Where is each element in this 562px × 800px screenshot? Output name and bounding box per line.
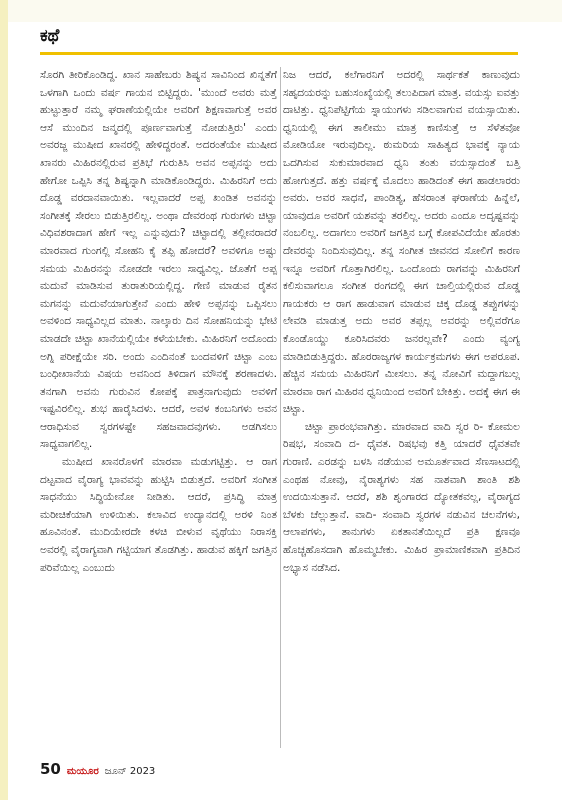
section-title: ಕಥೆ [40, 26, 60, 46]
page-footer [40, 760, 155, 778]
column-divider [280, 67, 281, 748]
right-paragraph-2: ಚಿಟ್ಟಾ ಪ್ರಾರಂಭವಾಗಿತ್ತು. ಮಾರವಾದ ವಾದಿ ಸ್ವರ ರಿ- ಕೋಮಲ ರಿಷಭ, ಸಂವಾದಿ ದ- ಧೈವತ. ರಿಷಭವು ಕತ್ತಿ ಯಾದರೆ ಧೈವತವೇ ಗುರಾಣಿ. ಎರಡನ್ನು ಬಳಸಿ ನಡೆಯುವ ಅಮೂರ್ತವಾದ ಸೆಣಸಾಟದಲ್ಲಿ ಎಂಥಹ ನೋವು, ನೈರಾಶ್ಯಗಳು ಸಹ ನಾಶವಾಗಿ ಶಾಂತಿ ಶಶಿ ಉದಯಿಸುತ್ತಾನೆ. ಆದರೆ, ಶಶಿ ಶೃಂಗಾರದ ದ್ಯೋತಕವಲ್ಲ, ವೈರಾಗ್ಯದ ಬೆಳಕು ಚೆಲ್ಲುತ್ತಾನೆ. ವಾದಿ- ಸಂವಾದಿ ಸ್ವರಗಳ ನಡುವಿನ ಚಲನೆಗಳು, ಆಲಾಪಗಳು, ತಾನುಗಳು ಏಕತಾನತೆಯಿಲ್ಲದೆ ಪ್ರತಿ ಕ್ಷಣವೂ ಹೊಚ್ಚಹೊಸದಾಗಿ ಹೊಮ್ಮಬೇಕು. ಮಿಹಿರ ಪ್ರಾಮಾಣಿಕವಾಗಿ ಪ್ರತಿದಿನ ಅಭ್ಯಾಸ ನಡೆಸಿದ. [283, 420, 520, 574]
right-paragraph-1: ನಿಜ ಆದರೆ, ಕಲೆಗಾರನಿಗೆ ಅದರಲ್ಲಿ ಸಾರ್ಥಕತೆ ಕಾಣುವುದು ಸಹೃದಯರನ್ನು ಬಹುಸಂಖ್ಯೆಯಲ್ಲಿ ತಲುಪಿದಾಗ ಮಾತ್ರ. ವಯಸ್ಸು ಐವತ್ತು ದಾಟಿತ್ತು. ಧ್ವನಿಪೆಟ್ಟಿಗೆಯ ಸ್ನಾಯುಗಳು ಸಡಿಲವಾಗುವ ವಯಸ್ಸಾಯಿತು. ಧ್ವನಿಯಲ್ಲಿ ಈಗ ತಾಲೀಮು ಮಾತ್ರ ಕಾಣಿಸುತ್ತೆ ಆ ಸೆಳೆತವೋ ಮೋಡಿಯೋ ಇರುವುದಿಲ್ಲ. ಠುಮರಿಯ ಸಾಹಿತ್ಯದ ಭಾವಕ್ಕೆ ನ್ಯಾಯ ಒದಗಿಸುವ ಸುಕುಮಾರವಾದ ಧ್ವನಿ ತಂತು ವಯಸ್ಸಾದಂತೆ ಬತ್ತಿ ಹೋಗುತ್ತದೆ. ಹತ್ತು ವರ್ಷಕ್ಕೆ ಮೊದಲು ಹಾಡಿದಂತೆ ಈಗ ಹಾಡಲಾರರು ಅವರು. ಅವರ ಸಾಧನೆ, ಪಾಂಡಿತ್ಯ, ಹೆಸರಾಂತ ಘರಾಣೆಯ ಹಿನ್ನೆಲೆ, ಯಾವುದೂ ಅವರಿಗೆ ಯಶವನ್ನು ತರಲಿಲ್ಲ. ಅದರು ಎಂದೂ ಅದೃಷ್ಟವನ್ನು ನಂಬಲಿಲ್ಲ. ಅದಾಗಲು ಅವರಿಗೆ ಜಗತ್ತಿನ ಬಗ್ಗೆ ಕೋಪವಿದೆಯೇ ಹೊರತು ದೇವರನ್ನು ನಿಂದಿಸುವುದಿಲ್ಲ. ತನ್ನ ಸಂಗೀತ ಜೀವನದ ಸೋಲಿಗೆ ಕಾರಣ ಇನ್ನೂ ಅವರಿಗೆ ಗೊತ್ತಾಗಿರಲಿಲ್ಲ. ಒಂದೊಂದು ರಾಗವನ್ನು ಮಿಹಿರನಿಗೆ ಕಲಿಸುವಾಗಲೂ ಸಂಗೀತ ರಂಗದಲ್ಲಿ ಈಗ ಚಾಲ್ತಿಯಲ್ಲಿರುವ ದೊಡ್ಡ ಗಾಯಕರು ಆ ರಾಗ ಹಾಡುವಾಗ ಮಾಡುವ ಚಿಕ್ಕ ದೊಡ್ಡ ತಪ್ಪುಗಳನ್ನು ಲೇವಡಿ ಮಾಡುತ್ತ ಅದು ಅವರ ತಪ್ಪಲ್ಲ ಅವರನ್ನು ಅಲ್ಲಿವರೆಗೂ ಕೊಂಡೊಯ್ದು ಕೂರಿಸಿದವರು ಜನರಲ್ಲವೇ? ಎಂದು ವ್ಯಂಗ್ಯ ಮಾಡಿಬಿಡುತ್ತಿದ್ದರು. ಹೊರರಾಜ್ಯಗಳ ಕಾರ್ಯಕ್ರಮಗಳು ಈಗ ಅಪರೂಪ. ಹೆಚ್ಚಿನ ಸಮಯ ಮಿಹಿರನಿಗೆ ಮೀಸಲು. ತನ್ನ ನೋವಿಗೆ ಮದ್ದಾಗಬಲ್ಲ ಮಾರವಾ ರಾಗ ಮಿಹಿರನ ಧ್ವನಿಯಿಂದ ಅವರಿಗೆ ಬೇಕಿತ್ತು. ಅದಕ್ಕೆ ಈಗ ಈ ಚಿಟ್ಟಾ. [283, 69, 521, 416]
left-paragraph-2: ಮುಷೀದ ಖಾನರೊಳಗೆ ಮಾರವಾ ಮಡುಗಟ್ಟಿತ್ತು. ಆ ರಾಗ ದಟ್ಟವಾದ ವೈರಾಗ್ಯ ಭಾವವನ್ನು ಹುಟ್ಟಿಸಿ ಬಿಡುತ್ತದೆ. ಅವರಿಗೆ ಸಂಗೀತ ಸಾಧನೆಯು ಸಿದ್ಧಿಯೇನೋ ನೀಡಿತು. ಆದರೆ, ಪ್ರಸಿದ್ಧಿ ಮಾತ್ರ ಮರೀಚಿಕೆಯಾಗಿ ಉಳಿಯಿತು. ಕಲಾವಿದ ಉದ್ಯಾನದಲ್ಲಿ ಅರಳಿ ನಿಂತ ಹೂವಿನಂತೆ. ಮುದಿಯೇರದೇ ಕಳಚಿ ಬೀಳುವ ವೃಥೆಯು ನಿರಾಸಕ್ತಿ ಅವರಲ್ಲಿ ವೈರಾಗ್ಯವಾಗಿ ಗಟ್ಟಿಯಾಗ ತೊಡಗಿತ್ತು. ಹಾಡುವ ಹಕ್ಕಿಗೆ ಜಗತ್ತಿನ ಪರಿವೆಯಿಲ್ಲ ಎಂಬುದು [40, 456, 277, 574]
binding-strip [0, 0, 8, 800]
page-number: 50 [40, 760, 61, 778]
right-column [283, 67, 520, 577]
header-band [8, 0, 562, 22]
section-rule [40, 52, 518, 55]
issue-date: ಜೂನ್ 2023 [104, 766, 156, 777]
left-column [40, 67, 277, 577]
left-paragraph-1: ಸೊರಗಿ ತೀರಿಕೊಂಡಿದ್ದ. ಖಾನ ಸಾಹೇಬರು ಶಿಷ್ಯನ ಸಾವಿನಿಂದ ಖಿನ್ನತೆಗೆ ಒಳಗಾಗಿ ಒಂದು ವರ್ಷ ಗಾಯನ ಬಿಟ್ಟಿದ್ದರು. 'ಮುಂದೆ ಅವರು ಮತ್ತೆ ಹುಟ್ಟುತ್ತಾರೆ ನಮ್ಮ ಘರಾಣೆಯಲ್ಲಿಯೇ ಅವರಿಗೆ ಶಿಕ್ಷಣವಾಗುತ್ತೆ ಅವರ ಆಸೆ ಮುಂದಿನ ಜನ್ಮದಲ್ಲಿ ಪೂರ್ಣವಾಗುತ್ತೆ ನೋಡುತ್ತಿರು' ಎಂದು ಅವರಜ್ಜ ಮುಷೀದ ಖಾನರಲ್ಲಿ ಹೇಳಿದ್ದರಂತೆ. ಅದರಂತೆಯೇ ಮುಷೀದ ಖಾನರು ಮಿಹಿರನಲ್ಲಿರುವ ಪ್ರತಿಭೆ ಗುರುತಿಸಿ ಅವನ ಅಪ್ಪನನ್ನು ಅದು ಹೇಗೋ ಒಪ್ಪಿಸಿ ತನ್ನ ಶಿಷ್ಯನ್ನಾಗಿ ಮಾಡಿಕೊಂಡಿದ್ದರು. ಮಿಹಿರನಿಗೆ ಅದು ದೊಡ್ಡ ವರದಾನವಾಯಿತು. ಇಲ್ಲವಾದರೆ ಅಪ್ಪ ಖಂಡಿತ ಅವನನ್ನು ಸಂಗೀತಕ್ಕೆ ಸೇರಲು ಬಿಡುತ್ತಿರಲಿಲ್ಲ. ಅಂಥಾ ದೇವರಂಥ ಗುರುಗಳು ಚಿಟ್ಟಾ ವಿಧಿವಶರಾದಾಗ ಹೇಗೆ ಇಲ್ಲ ಎನ್ನುವುದು? ಚಿಟ್ಟಾದಲ್ಲಿ ತಲ್ಲೀನರಾದರೆ ಮಾರವಾದ ಗುಂಗಲ್ಲಿ ಸೋಹನಿ ಕೈ ತಪ್ಪಿ ಹೋದರೆ? ಅವಳಿಗೂ ಅಷ್ಟು ಸಮಯ ಮಿಹಿರನನ್ನು ನೋಡದೇ ಇರಲು ಸಾಧ್ಯವಿಲ್ಲ. ಜೊತೆಗೆ ಅಪ್ಪ ಮದುವೆ ಮಾಡಿಸುವ ತುರಾತುರಿಯಲ್ಲಿದ್ದ. ಗೇಣಿ ಮಾಡುವ ರೈತನ ಮಗನನ್ನು ಮದುವೆಯಾಗುತ್ತೇನೆ ಎಂದು ಹೇಳಿ ಅಪ್ಪನನ್ನು ಒಪ್ಪಿಸಲು ಅವಳಿಂದ ಸಾಧ್ಯವಿಲ್ಲದ ಮಾತು. ನಾಲ್ಕಾರು ದಿನ ಸೋಹನಿಯನ್ನು ಭೇಟಿ ಮಾಡದೇ ಚಿಟ್ಟಾ ಖಾನೆಯಲ್ಲಿಯೇ ಕಳೆಯಬೇಕು. ಮಿಹಿರನಿಗೆ ಅದೊಂದು ಅಗ್ನಿ ಪರೀಕ್ಷೆಯೇ ಸರಿ. ಅಂದು ಎಂದಿನಂತೆ ಬಂದವಳಿಗೆ ಚಿಟ್ಟಾ ಎಂಬ ಬಂಧೀಖಾನೆಯ ವಿಷಯ ಅವನಿಂದ ತಿಳಿದಾಗ ಮೌನಕ್ಕೆ ಶರಣಾದಳು. ತನಗಾಗಿ ಅವನು ಗುರುವಿನ ಕೋಪಕ್ಕೆ ಪಾತ್ರನಾಗುವುದು ಅವಳಿಗೆ ಇಷ್ಟವಿರಲಿಲ್ಲ. ಶುಭ ಹಾರೈಸಿದಳು. ಆದರೆ, ಅವಳ ಕಂಬನಿಗಳು ಅವನ ಆರಾಧಿಸುವ ಸ್ವರಗಳಷ್ಟೇ ಸಹಜವಾದವುಗಳು. ಅಡಗಿಸಲು ಸಾಧ್ಯವಾಗಲಿಲ್ಲ. [40, 69, 277, 451]
magazine-name: ಮಯೂರ [66, 766, 99, 777]
